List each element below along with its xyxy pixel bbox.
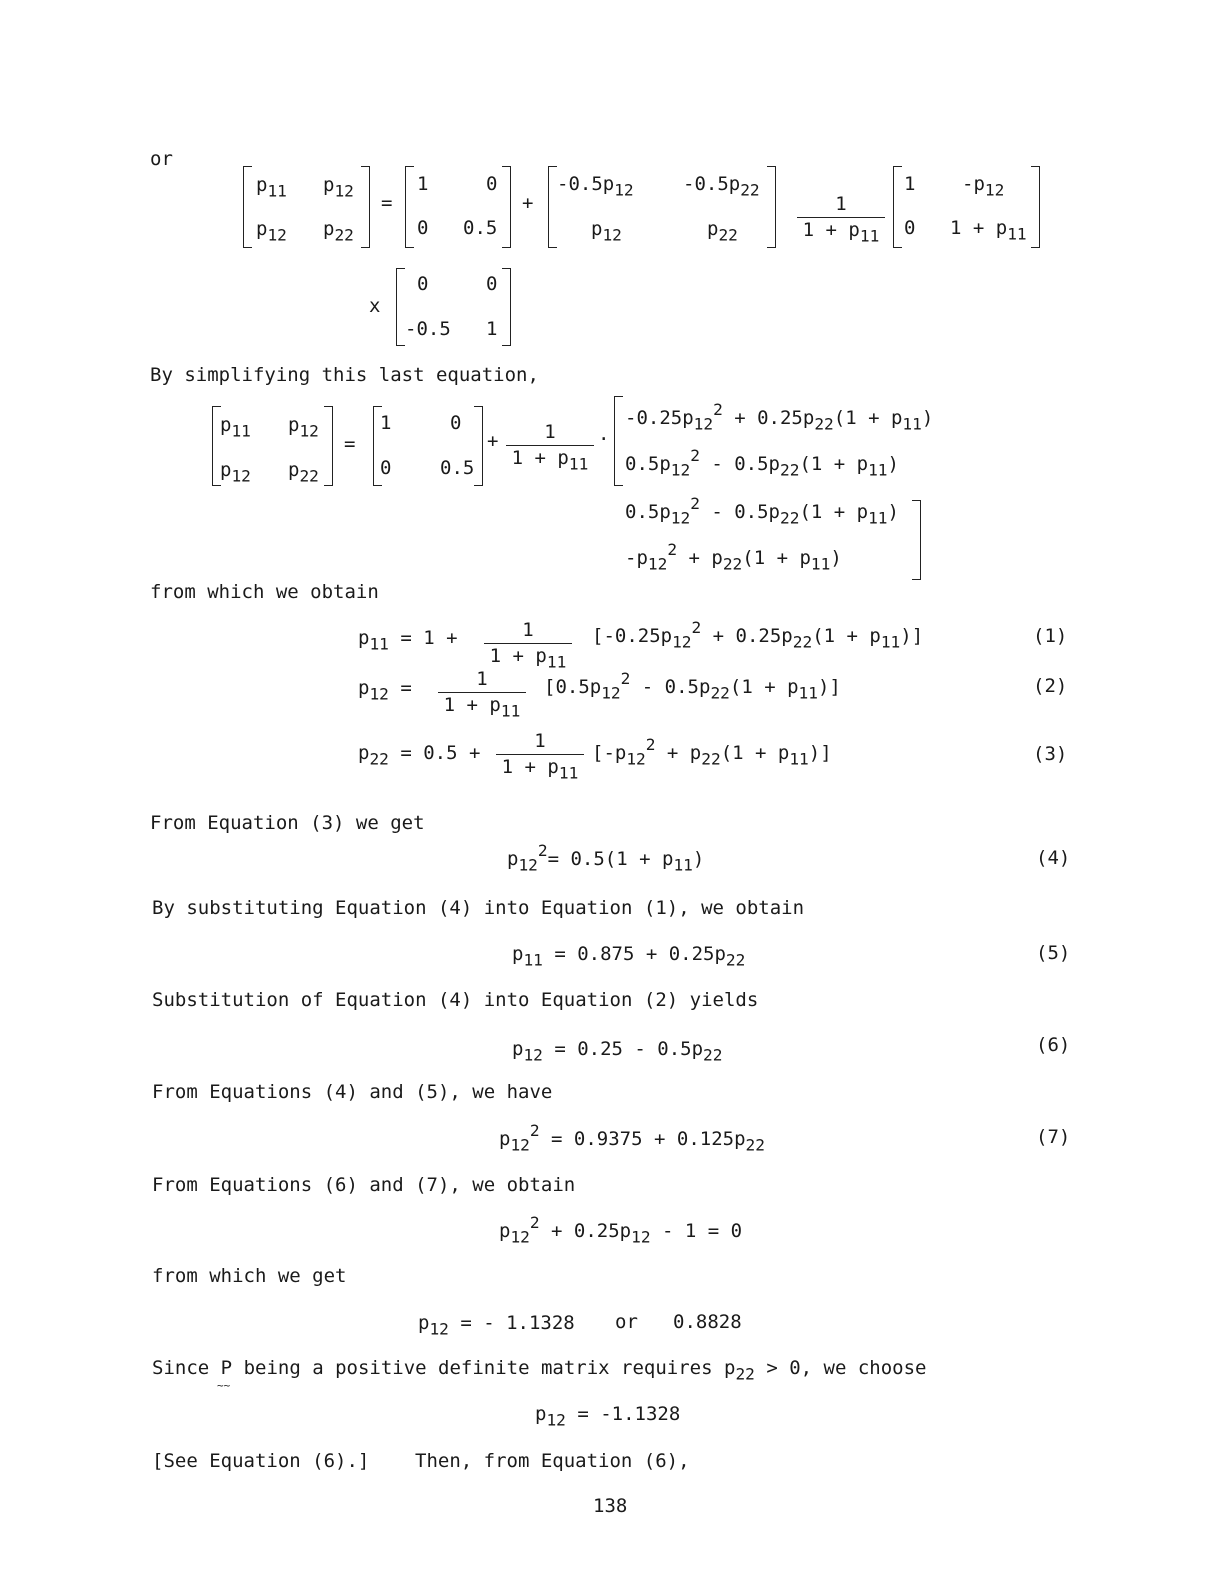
matrix-entry: 1 [486, 318, 498, 340]
p12: $p_{12}$ [256, 218, 287, 245]
p12: $p_{12}$ [220, 459, 251, 486]
matrix-entry: $-p_{12}^2 + p_{22}(1 + p_{11})$ [625, 540, 842, 574]
bracket-right [767, 166, 776, 248]
p11: $p_{11}$ [220, 414, 251, 441]
paragraph: [See Equation (6).] [152, 1450, 370, 1472]
bracket-left [405, 166, 414, 248]
bracket-left [893, 166, 902, 248]
equation-number: (6) [1036, 1034, 1071, 1056]
paragraph: Then, from Equation (6), [415, 1450, 690, 1472]
times-sign: x [369, 295, 381, 317]
matrix-entry: 0.5 [440, 457, 475, 479]
bracket-right [912, 500, 921, 580]
fraction: $\frac{1}{1 + p_{11}}$ [797, 195, 885, 240]
bracket-right [502, 166, 511, 248]
dot-sign: · [598, 428, 610, 450]
matrix-entry: 0 [380, 457, 392, 479]
matrix-entry: $p_{22}$ [707, 218, 738, 245]
matrix-entry: 1 [904, 173, 916, 195]
matrix-entry: 0 [486, 173, 498, 195]
fraction: $\frac{1}{1 + p_{11}}$ [438, 670, 526, 715]
paragraph: Substitution of Equation (4) into Equation (2) yields [152, 989, 759, 1011]
bracket-left [614, 396, 623, 486]
matrix-entry: 0 [417, 273, 429, 295]
p12: $p_{12}$ [323, 174, 354, 201]
bracket-right [324, 406, 333, 486]
paragraph: Since P being a positive definite matrix requires $p_{22} > 0$, we choose [152, 1357, 927, 1384]
paragraph: From Equations (4) and (5), we have [152, 1081, 553, 1103]
p12: $p_{12}$ [288, 414, 319, 441]
equation-number: (3) [1033, 743, 1068, 765]
bracket-right [474, 406, 483, 486]
matrix-entry: $-0.25p_{12}^2 + 0.25p_{22}(1 + p_{11})$ [625, 400, 934, 434]
plus-sign: + [487, 430, 499, 452]
fraction: $\frac{1}{1 + p_{11}}$ [484, 621, 572, 666]
plus-sign: + [522, 192, 534, 214]
matrix-entry: 0.5 [463, 217, 498, 239]
matrix-entry: 1 [417, 173, 429, 195]
fraction: $\frac{1}{1 + p_{11}}$ [496, 732, 584, 777]
paragraph: From Equations (6) and (7), we obtain [152, 1174, 576, 1196]
p22: $p_{22}$ [288, 459, 319, 486]
text-or: or [150, 148, 173, 170]
matrix-entry: $0.5p_{12}^2 - 0.5p_{22}(1 + p_{11})$ [625, 494, 899, 528]
matrix-entry: $p_{12}$ [591, 218, 622, 245]
page-number: 138 [593, 1495, 628, 1517]
matrix-entry: $0.5p_{12}^2 - 0.5p_{22}(1 + p_{11})$ [625, 446, 899, 480]
bracket-left [548, 166, 557, 248]
matrix-entry: $-0.5p_{12}$ [557, 173, 634, 200]
matrix-entry: 0 [904, 217, 916, 239]
fraction: $\frac{1}{1 + p_{11}}$ [506, 423, 594, 468]
paragraph: By substituting Equation (4) into Equation (1), we obtain [152, 897, 805, 919]
equals-sign: = [344, 433, 356, 455]
equation-number: (7) [1036, 1126, 1071, 1148]
p11: $p_{11}$ [256, 174, 287, 201]
matrix-entry: 0 [417, 217, 429, 239]
matrix-entry: 1 [380, 412, 392, 434]
bracket-left [396, 268, 405, 346]
bracket-right [502, 268, 511, 346]
equals-sign: = [381, 192, 393, 214]
equation-number: (4) [1036, 847, 1071, 869]
paragraph: from which we get [152, 1265, 347, 1287]
matrix-entry: $1 + p_{11}$ [950, 217, 1027, 244]
matrix-entry: $-0.5p_{22}$ [683, 173, 760, 200]
paragraph: from which we obtain [150, 581, 379, 603]
equation-number: (2) [1033, 675, 1068, 697]
matrix-entry: 0 [450, 412, 462, 434]
matrix-entry: $-p_{12}$ [962, 173, 1005, 200]
bracket-right [361, 166, 370, 248]
equation-number: (5) [1036, 942, 1071, 964]
paragraph: By simplifying this last equation, [150, 364, 539, 386]
equation-number: (1) [1033, 625, 1068, 647]
p22: $p_{22}$ [323, 218, 354, 245]
matrix-entry: 0 [486, 273, 498, 295]
tilde-mark-icon: ~~ [217, 1379, 231, 1392]
paragraph: From Equation (3) we get [150, 812, 425, 834]
bracket-left [243, 166, 252, 248]
matrix-entry: -0.5 [405, 318, 451, 340]
bracket-right [1031, 166, 1040, 248]
